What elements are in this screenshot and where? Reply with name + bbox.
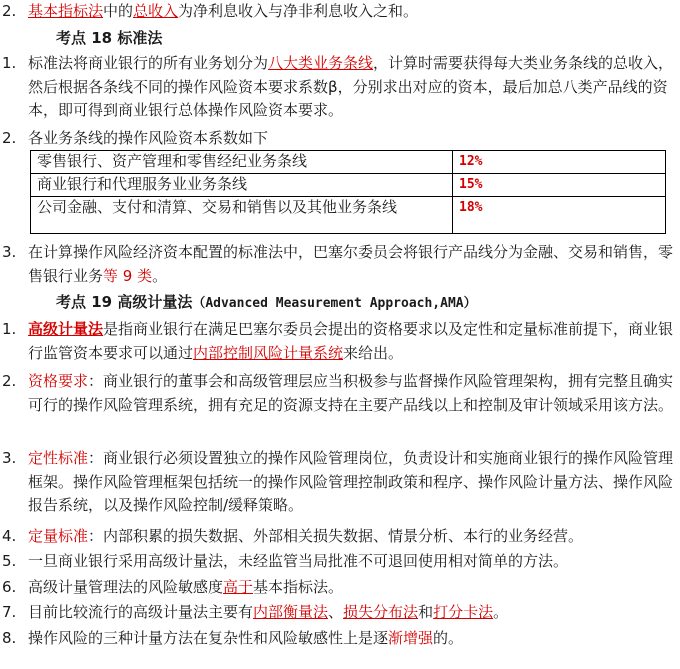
list-item: 2. 基本指标法中的总收入为净利息收入与净非利息收入之和。 xyxy=(0,0,676,24)
item-number: 2. xyxy=(2,2,17,20)
link-total-income[interactable]: 总收入 xyxy=(133,2,179,20)
link-eight-lines[interactable]: 八大类业务条线 xyxy=(268,54,374,72)
list-item: 8. 操作风险的三种计量方法在复杂性和风险敏感性上是逐渐增强的。 xyxy=(2,629,464,647)
link-ama[interactable]: 高级计量法 xyxy=(28,320,104,338)
table-row: 公司金融、支付和清算、交易和销售以及其他业务条线 18% xyxy=(31,197,666,234)
link-loss-distribution[interactable]: 损失分布法 xyxy=(343,603,419,621)
table-row: 商业银行和代理服务业业务条线 15% xyxy=(31,174,666,197)
list-item: 3. 定性标准：商业银行必须设置独立的操作风险管理岗位，负责设计和实施商业银行的操作风险管理框架。操作风险管理框架包括统一的操作风险管理控制政策和程序、操作风险计量方法、操作风险报告系统，以及操作风险控制/缓释策略。 xyxy=(2,449,674,514)
section-heading: 考点 18 标准法 xyxy=(56,29,163,47)
list-item: 5. 一旦商业银行采用高级计量法，未经监管当局批准不可退回使用相对简单的方法。 xyxy=(2,552,569,570)
list-item: 1. 高级计量法是指商业银行在满足巴塞尔委员会提出的资格要求以及定性和定量标准前提下，商业银行监管资本要求可以通过内部控制风险计量系统来给出。 xyxy=(2,320,674,362)
link-basic-indicator[interactable]: 基本指标法 xyxy=(28,2,104,20)
list-item: 1. 标准法将商业银行的所有业务划分为八大类业务条线，计算时需要获得每大类业务条线的总收入，然后根据各条线不同的操作风险资本要求系数β，分别求出对应的资本，最后加总八类产品线的资本，即可得到商业银行总体操作风险资本要求。 xyxy=(2,54,674,119)
table-row: 零售银行、资产管理和零售经纪业务条线 12% xyxy=(31,151,666,174)
section-heading: 考点 19 高级计量法（Advanced Measurement Approach,AMA） xyxy=(56,293,477,311)
link-higher[interactable]: 高于 xyxy=(223,578,254,596)
link-internal-measurement[interactable]: 内部衡量法 xyxy=(253,603,329,621)
list-item: 2. 各业务条线的操作风险资本系数如下 xyxy=(2,129,269,147)
list-item: 7. 目前比较流行的高级计量法主要有内部衡量法、损失分布法和打分卡法。 xyxy=(2,603,509,621)
link-internal-control[interactable]: 内部控制风险计量系统 xyxy=(193,343,344,362)
list-item: 6. 高级计量管理法的风险敏感度高于基本指标法。 xyxy=(2,578,344,596)
list-item: 2. 资格要求：商业银行的董事会和高级管理层应当积极参与监督操作风险管理架构，拥有完整且确实可行的操作风险管理系统，拥有充足的资源支持在主要产品线以上和控制及审计领域采用该方法。 xyxy=(2,372,674,414)
link-scorecard[interactable]: 打分卡法 xyxy=(433,603,494,621)
list-item: 3. 在计算操作风险经济资本配置的标准法中，巴塞尔委员会将银行产品线分为金融、交易和销售，零售银行业务等 9 类。 xyxy=(2,243,674,285)
list-item: 4. 定量标准：内部积累的损失数据、外部相关损失数据、情景分析、本行的业务经营。 xyxy=(2,527,584,545)
coefficient-table xyxy=(30,150,666,234)
